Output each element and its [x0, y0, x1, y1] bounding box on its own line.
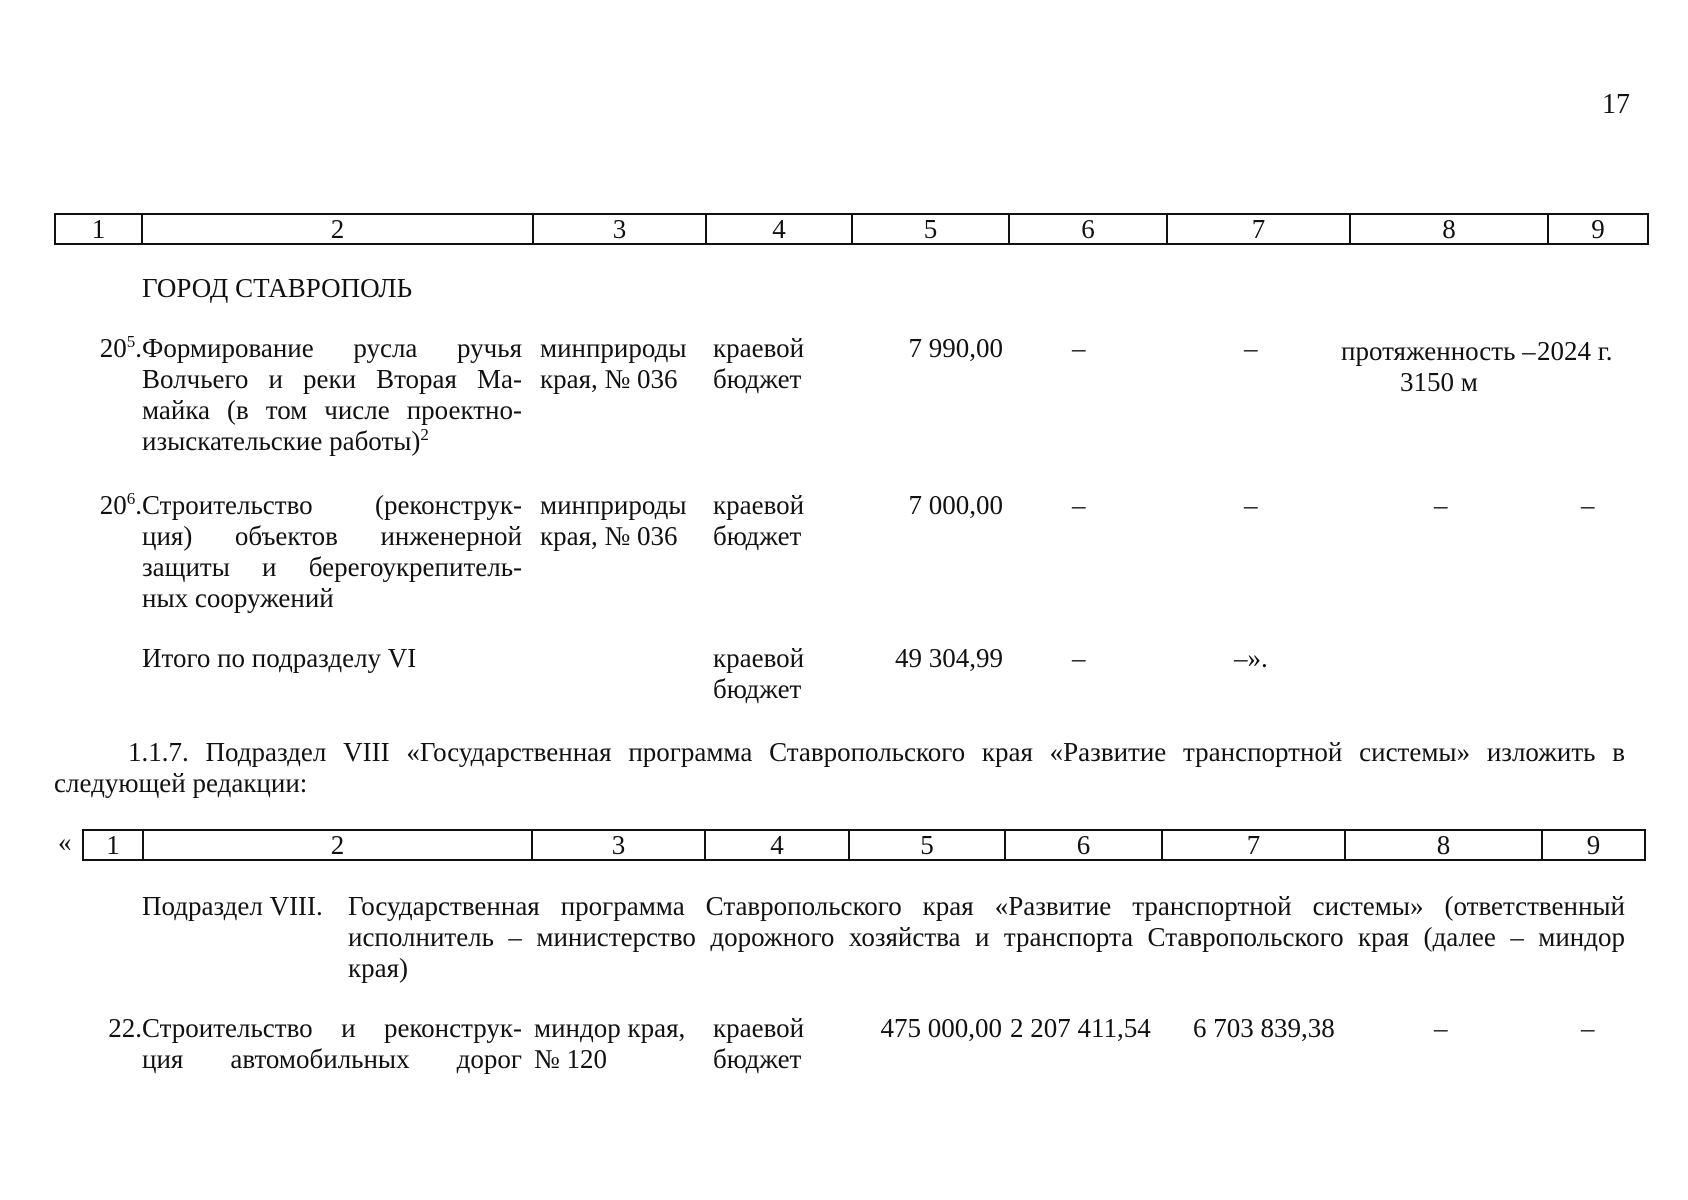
header-col-9: 9 [1542, 830, 1645, 860]
row-name-line: Формирование русла ручья [142, 333, 522, 363]
row-col6-amount: 2 207 411,54 [1010, 1013, 1151, 1043]
header-col-9: 9 [1548, 214, 1648, 244]
row-col9: – [1581, 1013, 1595, 1043]
header-col-5: 5 [852, 214, 1009, 244]
row-col8: – [1434, 1013, 1448, 1043]
table-header-1 [54, 213, 1649, 245]
header-col-7: 7 [1167, 214, 1350, 244]
row-col8: – [1434, 490, 1448, 520]
header-col-7: 7 [1162, 830, 1345, 860]
header-col-1: 1 [83, 830, 143, 860]
row-col7-amount: 6 703 839,38 [1193, 1013, 1335, 1043]
row-col8-indicator: протяженность – [1341, 336, 1536, 366]
row-col5-amount: 7 990,00 [908, 333, 1003, 363]
row-name-line: ных сооружений [142, 583, 334, 613]
header-col-4: 4 [706, 214, 852, 244]
row-col9: – [1581, 490, 1595, 520]
row-number: $20^6$. [99, 489, 142, 520]
row-funding-source: краевой [713, 333, 805, 363]
header-col-8: 8 [1345, 830, 1542, 860]
row-col8-value: 3150 м [1400, 367, 1478, 397]
row-name-line: изыскательские работы)$^2$ [142, 425, 429, 456]
row-col6: – [1072, 490, 1086, 520]
row-col6: – [1072, 333, 1086, 363]
header-col-2: 2 [142, 214, 533, 244]
header-col-6: 6 [1009, 214, 1167, 244]
header-col-3: 3 [532, 830, 705, 860]
row-executor: края, № 036 [540, 364, 678, 394]
row-funding-source: бюджет [713, 521, 802, 551]
row-col9-year: 2024 г. [1537, 336, 1613, 366]
row-executor: края, № 036 [540, 521, 678, 551]
subsection-title-line: края) [348, 953, 409, 983]
row-name-line: Волчьего и реки Вторая Ма- [142, 364, 522, 394]
row-col5-amount: 475 000,00 [880, 1013, 1002, 1043]
row-executor: миндор края, [534, 1013, 686, 1043]
total-col6: – [1072, 643, 1086, 673]
total-funding-source: бюджет [713, 674, 802, 704]
table-header-2 [82, 829, 1646, 861]
row-name-line: ция автомобильных дорог [142, 1044, 522, 1074]
opening-quote: « [58, 827, 72, 857]
paragraph-line: следующей редакции: [54, 768, 308, 798]
row-number: 22. [108, 1013, 142, 1043]
row-number: $20^5$. [99, 332, 142, 363]
total-col7: –». [1234, 643, 1268, 673]
header-col-6: 6 [1005, 830, 1162, 860]
header-col-8: 8 [1350, 214, 1548, 244]
row-name-line: защиты и берегоукрепитель- [142, 552, 522, 582]
row-name-line: майка (в том числе проектно- [142, 395, 522, 425]
row-funding-source: бюджет [713, 364, 802, 394]
total-label: Итого по подразделу VI [142, 643, 417, 673]
header-col-5: 5 [849, 830, 1005, 860]
header-col-4: 4 [705, 830, 849, 860]
row-col5-amount: 7 000,00 [908, 490, 1003, 520]
row-funding-source: краевой [713, 1013, 805, 1043]
row-col7: – [1244, 490, 1258, 520]
subsection-title-line: Государственная программа Ставропольского края «Развитие транспортной системы» (ответственный [348, 891, 1625, 921]
row-col7: – [1244, 333, 1258, 363]
row-funding-source: бюджет [713, 1044, 802, 1074]
page-number: 17 [1602, 89, 1630, 120]
row-name-line: Строительство (реконструк- [142, 490, 522, 520]
total-col5-amount: 49 304,99 [895, 643, 1003, 673]
row-name-line: ция) объектов инженерной [142, 521, 522, 551]
header-col-1: 1 [55, 214, 142, 244]
header-col-3: 3 [533, 214, 706, 244]
total-funding-source: краевой [713, 643, 805, 673]
row-executor: минприроды [540, 333, 687, 363]
subsection-label: Подраздел VIII. [142, 891, 323, 921]
paragraph-line: 1.1.7. Подраздел VIII «Государственная программа Ставропольского края «Развитие транспортной системы» изложить в [128, 737, 1625, 767]
row-funding-source: краевой [713, 490, 805, 520]
header-col-2: 2 [143, 830, 532, 860]
subsection-title-line: исполнитель – министерство дорожного хозяйства и транспорта Ставропольского края (далее – миндор [348, 922, 1625, 952]
row-executor: № 120 [534, 1044, 608, 1074]
row-executor: минприроды [540, 490, 687, 520]
section-city-heading: ГОРОД СТАВРОПОЛЬ [142, 273, 413, 303]
row-name-line: Строительство и реконструк- [142, 1013, 522, 1043]
